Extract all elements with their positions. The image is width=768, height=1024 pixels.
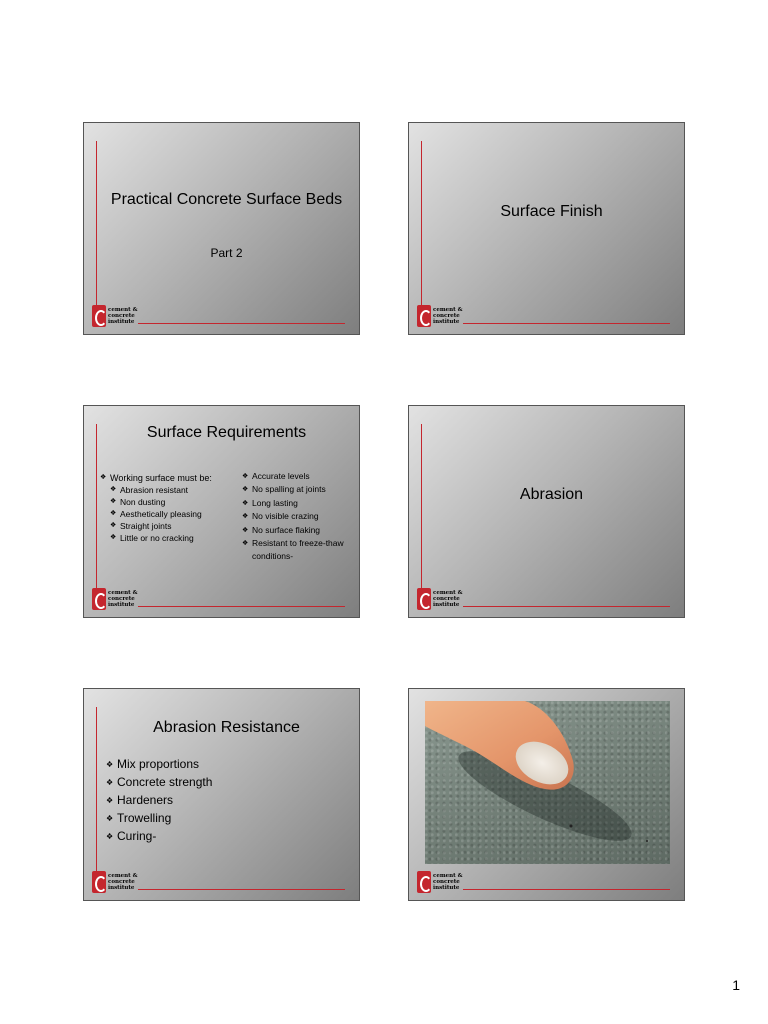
slide-title: Abrasion [519,486,584,503]
logo: cement & concrete institute [417,871,463,893]
slide-accent-line [96,424,97,609]
logo: cement & concrete institute [92,305,138,327]
logo-icon [417,871,431,893]
bullet-item: ❖ Long lasting [242,497,350,510]
finger-illustration [425,701,670,864]
slide-footer-line [463,889,670,890]
slide-3 [83,405,360,618]
slide-2 [408,122,685,335]
bullet-sub: ❖ Straight joints [100,520,240,532]
bullet-sub: ❖ Non dusting [100,496,240,508]
logo-icon [417,588,431,610]
logo: cement & concrete institute [417,588,463,610]
slide-1 [83,122,360,335]
logo-icon [417,305,431,327]
bullet-list-left [100,472,240,544]
slide-4 [408,405,685,618]
slide-accent-line [421,141,422,326]
concrete-photo [425,701,670,864]
slide-accent-line [96,707,97,892]
logo-icon [92,871,106,893]
slide-accent-line [96,141,97,326]
slide-footer-line [138,606,345,607]
bullet-item: ❖ Trowelling [106,809,212,827]
bullet-item: ❖ Resistant to freeze-thaw conditions- [242,537,344,564]
slide-footer-line [138,323,345,324]
bullet-item: ❖ No visible crazing [242,510,350,523]
slide-title: Abrasion Resistance [153,719,300,736]
slide-footer-line [138,889,345,890]
bullet-sub: ❖ Abrasion resistant [100,484,240,496]
logo: cement & concrete institute [92,588,138,610]
bullet-item: ❖ Mix proportions [106,755,212,773]
page-number: 1 [732,977,740,993]
bullet-item: ❖ Accurate levels [242,470,350,483]
bullet-item: ❖ No spalling at joints [242,483,350,496]
bullet-item: ❖ Hardeners [106,791,212,809]
bullet-sub: ❖ Little or no cracking [100,532,240,544]
bullet-item: ❖ Curing- [106,827,212,845]
bullet-list [106,755,212,845]
slide-6 [408,688,685,901]
slide-footer-line [463,606,670,607]
slide-title: Practical Concrete Surface Beds [110,191,343,208]
slide-5 [83,688,360,901]
slide-footer-line [463,323,670,324]
logo: cement & concrete institute [92,871,138,893]
bullet-item: ❖ No surface flaking [242,524,350,537]
slide-title: Surface Requirements [146,424,307,441]
slide-subtitle: Part 2 [210,246,243,260]
bullet-main: ❖ Working surface must be: [100,472,240,484]
bullet-sub: ❖ Aesthetically pleasing [100,508,240,520]
slide-accent-line [421,424,422,609]
slide-title: Surface Finish [500,203,603,220]
logo-icon [92,305,106,327]
logo: cement & concrete institute [417,305,463,327]
logo-icon [92,588,106,610]
bullet-item: ❖ Concrete strength [106,773,212,791]
bullet-list-right [242,470,350,564]
